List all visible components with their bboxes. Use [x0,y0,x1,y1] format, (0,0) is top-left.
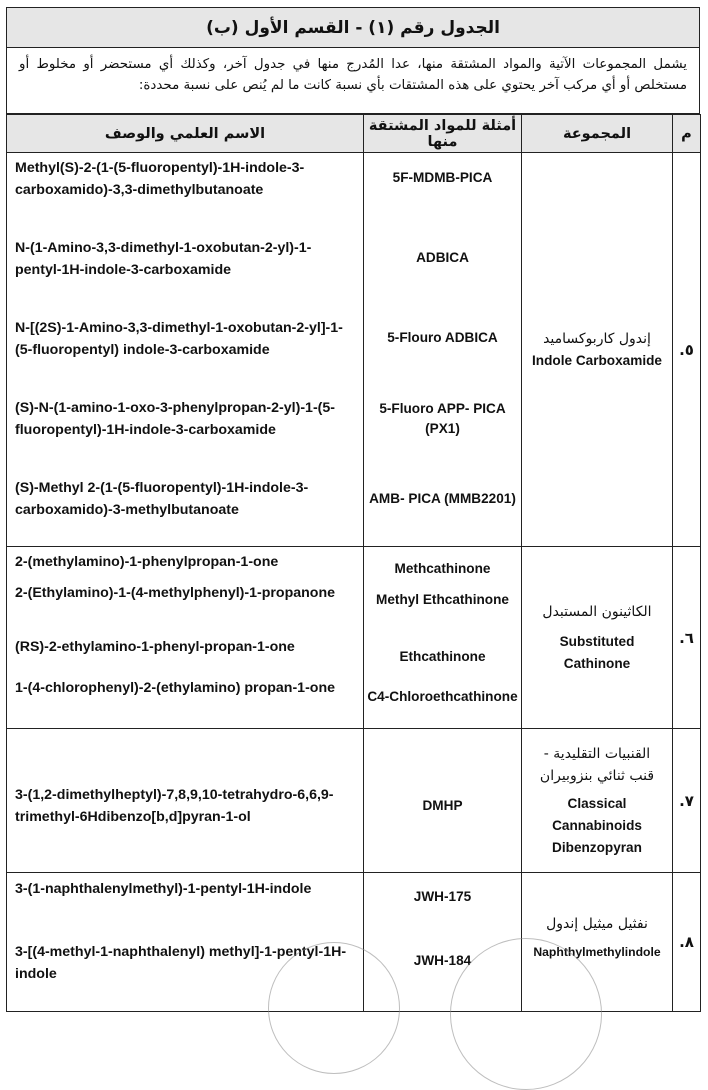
row-number: ٧. [673,729,701,873]
seal-stamp-right [450,938,602,1090]
scientific-name: 3-(1-naphthalenylmethyl)-1-pentyl-1H-indole [15,881,312,897]
scientific-name: (S)-N-(1-amino-1-oxo-3-phenylpropan-2-yl)-1-(5-fluoropentyl)-1H-indole-3-carboxamide [15,400,336,438]
example-substance: JWH-184 [413,953,472,968]
example-substance: C4-Chloroethcathinone [367,689,518,704]
example-substance: Methcathinone [394,561,491,576]
header-number: م [673,115,701,153]
row-number: ٦. [673,547,701,729]
group-name-english: Substituted Cathinone [559,633,635,671]
example-substance: 5-Fluoro APP- PICA (PX1) [379,401,506,436]
example-substance: Methyl Ethcathinone [376,592,509,607]
scientific-name: N-(1-Amino-3,3-dimethyl-1-oxobutan-2-yl)-1-pentyl-1H-indole-3-carboxamide [15,240,312,278]
examples-cell [364,729,522,873]
group-cell [522,153,673,547]
scientific-name: 2-(methylamino)-1-phenylpropan-1-one [15,554,279,570]
group-name-english: Classical Cannabinoids Dibenzopyran [552,795,642,855]
example-substance: ADBICA [416,250,469,265]
example-substance: AMB- PICA (MMB2201) [369,491,516,506]
document-page [6,7,700,1012]
table-row [7,153,701,547]
header-group: المجموعة [522,115,673,153]
examples-cell [364,547,522,729]
scientific-name: (RS)-2-ethylamino-1-phenyl-propan-1-one [15,639,295,655]
intro-paragraph: يشمل المجموعات الآتية والمواد المشتقة منها، عدا المُدرج منها في جدول آخر، وكذلك أي مستحضر أو مخلوط أو مستخلص أو أي مركب آخر يحتوي على هذه المشتقات بأي نسبة كانت ما لم يُنص على نسبة محددة: [6,48,700,114]
row-number: ٥. [673,153,701,547]
group-name-arabic: القنبيات التقليدية - قنب ثنائي بنزوبيران [539,745,655,784]
group-cell [522,547,673,729]
group-cell [522,729,673,873]
scientific-cell [7,729,364,873]
example-substance: JWH-175 [413,889,472,904]
examples-cell [364,153,522,547]
group-name-arabic: الكاثينون المستبدل [542,603,652,620]
scientific-name: 3-[(4-methyl-1-naphthalenyl) methyl]-1-pentyl-1H-indole [15,944,347,982]
header-row [7,115,701,153]
scientific-name: Methyl(S)-2-(1-(5-fluoropentyl)-1H-indole-3-carboxamido)-3,3-dimethylbutanoate [15,160,305,198]
substances-table [6,114,701,1012]
example-substance: 5-Flouro ADBICA [387,330,498,345]
row-number: ٨. [673,873,701,1012]
table-title: الجدول رقم (١) - القسم الأول (ب) [6,7,700,48]
group-name-english: Indole Carboxamide [532,352,662,368]
header-scientific: الاسم العلمي والوصف [7,115,364,153]
group-name-arabic: نفثيل ميثيل إندول [546,916,648,932]
scientific-name: 1-(4-chlorophenyl)-2-(ethylamino) propan-1-one [15,680,336,696]
scientific-name: 2-(Ethylamino)-1-(4-methylphenyl)-1-propanone [15,585,336,601]
scientific-cell [7,153,364,547]
group-name-arabic: إندول كاربوكساميد [543,330,651,347]
example-substance: 5F-MDMB-PICA [392,170,493,185]
scientific-name: 3-(1,2-dimethylheptyl)-7,8,9,10-tetrahydro-6,6,9-trimethyl-6Hdibenzo[b,d]pyran-1-ol [15,786,334,825]
example-substance: Ethcathinone [399,649,486,664]
table-row [7,729,701,873]
group-name-english: Naphthylmethylindole [533,945,661,959]
seal-stamp-left [268,942,400,1074]
table-row [7,547,701,729]
scientific-name: N-[(2S)-1-Amino-3,3-dimethyl-1-oxobutan-2-yl]-1-(5-fluoropentyl) indole-3-carboxamide [15,320,343,358]
scientific-name: (S)-Methyl 2-(1-(5-fluoropentyl)-1H-indole-3-carboxamido)-3-methylbutanoate [15,480,309,518]
header-examples: أمثلة للمواد المشتقة منها [364,115,522,153]
example-substance: DMHP [422,797,463,813]
scientific-cell [7,547,364,729]
